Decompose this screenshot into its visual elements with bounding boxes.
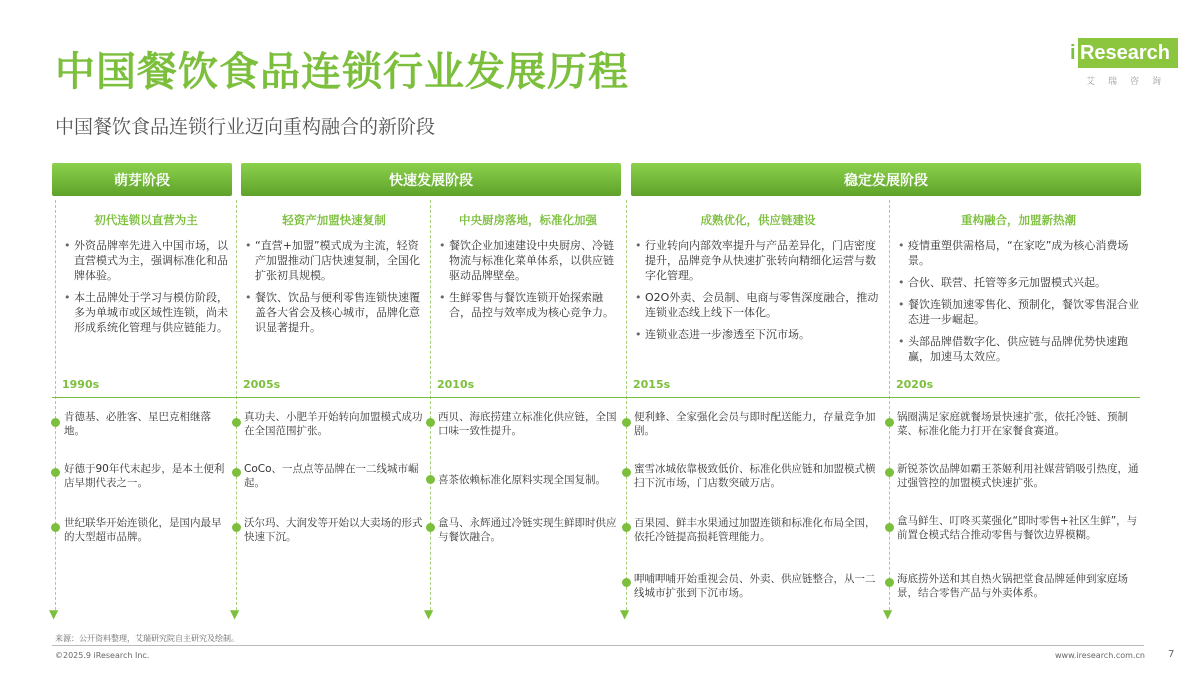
year-label: 1990s	[62, 378, 100, 391]
copyright: ©2025.9 iResearch Inc.	[55, 651, 150, 660]
event-dot	[51, 418, 60, 427]
event-dot	[885, 468, 894, 477]
event-text: 百果园、鲜丰水果通过加盟连锁和标准化布局全国，依托冷链提高损耗管理能力。	[634, 517, 876, 543]
site-url[interactable]: www.iresearch.com.cn	[1055, 651, 1145, 660]
event-text: 沃尔玛、大润发等开始以大卖场的形式快速下沉。	[244, 517, 423, 543]
event-dot	[622, 468, 631, 477]
logo-subtitle: 艾瑞咨询	[1086, 77, 1175, 87]
bullet-item: • 外资品牌率先进入中国市场，以直营模式为主，强调标准化和品牌体验。	[62, 238, 230, 283]
event-dot	[232, 468, 241, 477]
timeline-line-2	[230, 200, 240, 621]
event-text: 好德于90年代末起步，是本土便利店早期代表之一。	[64, 463, 225, 489]
event-text: 新锐茶饮品牌如霸王茶姬利用社媒营销吸引热度，通过强管控的加盟模式快速扩张。	[897, 463, 1139, 489]
bullet-item: • 餐饮企业加速建设中央厨房、冷链物流与标准化菜单体系，以供应链驱动品牌壁垒。	[437, 238, 619, 283]
page-title: 中国餐饮食品连锁行业发展历程	[55, 49, 629, 95]
timeline-line-5	[883, 200, 893, 621]
bullet-item: • 行业转向内部效率提升与产品差异化，门店密度提升，品牌竞争从快速扩张转向精细化运营与数字化管理。	[633, 238, 883, 283]
bullet-item: • 本土品牌处于学习与模仿阶段，多为单城市或区域性连锁，尚未形成系统化管理与供应链能力。	[62, 290, 230, 335]
column-heading: 重构融合，加盟新热潮	[961, 213, 1076, 227]
event-dot	[51, 523, 60, 532]
bullet-list	[896, 238, 1141, 364]
bullet-item: • 合伙、联营、托管等多元加盟模式兴起。	[896, 275, 1141, 290]
event-text: 西贝、海底捞建立标准化供应链，全国口味一致性提升。	[438, 411, 617, 437]
down-arrow-icon: ▼	[620, 607, 630, 621]
event-text: CoCo、一点点等品牌在一二线城市崛起。	[244, 463, 419, 489]
event-dot	[426, 523, 435, 532]
bullet-item: • 餐饮连锁加速零售化、预制化，餐饮零售混合业态进一步崛起。	[896, 297, 1141, 327]
timeline-line-3	[424, 200, 434, 621]
event-text: 盒马鲜生、叮咚买菜强化“即时零售+社区生鲜”，与前置仓模式结合推动零售与餐饮边界模糊。	[897, 515, 1138, 541]
logo-i: i	[1070, 42, 1076, 64]
event-dot	[51, 468, 60, 477]
stage-rapid: 快速发展阶段	[241, 163, 621, 196]
event-text: 海底捞外送和其自热火锅把堂食品牌延伸到家庭场景，结合零售产品与外卖体系。	[897, 573, 1128, 599]
bullet-item: • 生鲜零售与餐饮连锁开始探索融合，品控与效率成为核心竞争力。	[437, 290, 619, 320]
bullet-item: • 疫情重塑供需格局，“在家吃”成为核心消费场景。	[896, 238, 1141, 268]
year-label: 2005s	[243, 378, 281, 391]
down-arrow-icon: ▼	[424, 607, 434, 621]
event-dot	[885, 578, 894, 587]
event-text: 蜜雪冰城依靠极致低价、标准化供应链和加盟模式横扫下沉市场，门店数突破万店。	[634, 463, 876, 489]
event-text: 盒马、永辉通过冷链实现生鲜即时供应与餐饮融合。	[438, 517, 617, 543]
event-text: 世纪联华开始连锁化，是国内最早的大型超市品牌。	[64, 517, 222, 543]
event-dot	[622, 418, 631, 427]
page-subtitle: 中国餐饮食品连锁行业迈向重构融合的新阶段	[55, 116, 436, 138]
footer-divider	[52, 645, 1144, 646]
bullet-list	[437, 238, 619, 320]
event-text: 便利蜂、全家强化会员与即时配送能力，存量竞争加剧。	[634, 411, 876, 437]
event-text: 真功夫、小肥羊开始转向加盟模式成功在全国范围扩张。	[244, 411, 423, 437]
bullet-item: • 餐饮、饮品与便利零售连锁快速覆盖各大省会及核心城市，品牌化意识显著提升。	[243, 290, 425, 335]
event-text: 呷哺呷哺开始重视会员、外卖、供应链整合，从一二线城市扩张到下沉市场。	[634, 573, 876, 599]
event-text: 喜茶依赖标准化原料实现全国复制。	[438, 474, 606, 486]
bullet-list	[62, 238, 230, 335]
column-heading: 中央厨房落地，标准化加强	[459, 213, 597, 227]
timeline-line-4	[620, 200, 630, 621]
year-label: 2020s	[896, 378, 934, 391]
stage-sprout: 萌芽阶段	[52, 163, 232, 196]
bullet-list	[633, 238, 883, 342]
down-arrow-icon: ▼	[883, 607, 893, 621]
event-dot	[232, 523, 241, 532]
timeline-line-1	[49, 200, 59, 621]
page-number: 7	[1168, 649, 1175, 660]
event-dot	[622, 578, 631, 587]
timeline-axis	[52, 397, 1140, 398]
iresearch-logo	[1070, 38, 1178, 92]
event-dot	[622, 523, 631, 532]
bullet-list	[243, 238, 425, 335]
year-label: 2010s	[437, 378, 475, 391]
bullet-item: • O2O外卖、会员制、电商与零售深度融合，推动连锁业态线上线下一体化。	[633, 290, 883, 320]
bullet-item: • 连锁业态进一步渗透至下沉市场。	[633, 327, 883, 342]
event-text: 锅圈满足家庭就餐场景快速扩张，依托冷链、预制菜、标准化能力打开在家餐食赛道。	[897, 411, 1128, 437]
event-dot	[885, 523, 894, 532]
event-dot	[426, 418, 435, 427]
column-heading: 初代连锁以直营为主	[94, 213, 198, 227]
event-dot	[232, 418, 241, 427]
logo-word: Research	[1079, 42, 1170, 64]
stage-stable: 稳定发展阶段	[631, 163, 1141, 196]
column-heading: 轻资产加盟快速复制	[282, 213, 386, 227]
source-note: 来源：公开资料整理，艾瑞研究院自主研究及绘制。	[55, 634, 239, 643]
year-label: 2015s	[633, 378, 671, 391]
down-arrow-icon: ▼	[230, 607, 240, 621]
column-heading: 成熟优化，供应链建设	[700, 213, 816, 227]
bullet-item: • 头部品牌借数字化、供应链与品牌优势快速跑赢，加速马太效应。	[896, 334, 1141, 364]
bullet-item: • “直营+加盟”模式成为主流，轻资产加盟推动门店快速复制，全国化扩张初具规模。	[243, 238, 425, 283]
event-dot	[426, 475, 435, 484]
down-arrow-icon: ▼	[49, 607, 59, 621]
event-dot	[885, 418, 894, 427]
event-text: 肯德基、必胜客、星巴克相继落地。	[64, 411, 211, 437]
